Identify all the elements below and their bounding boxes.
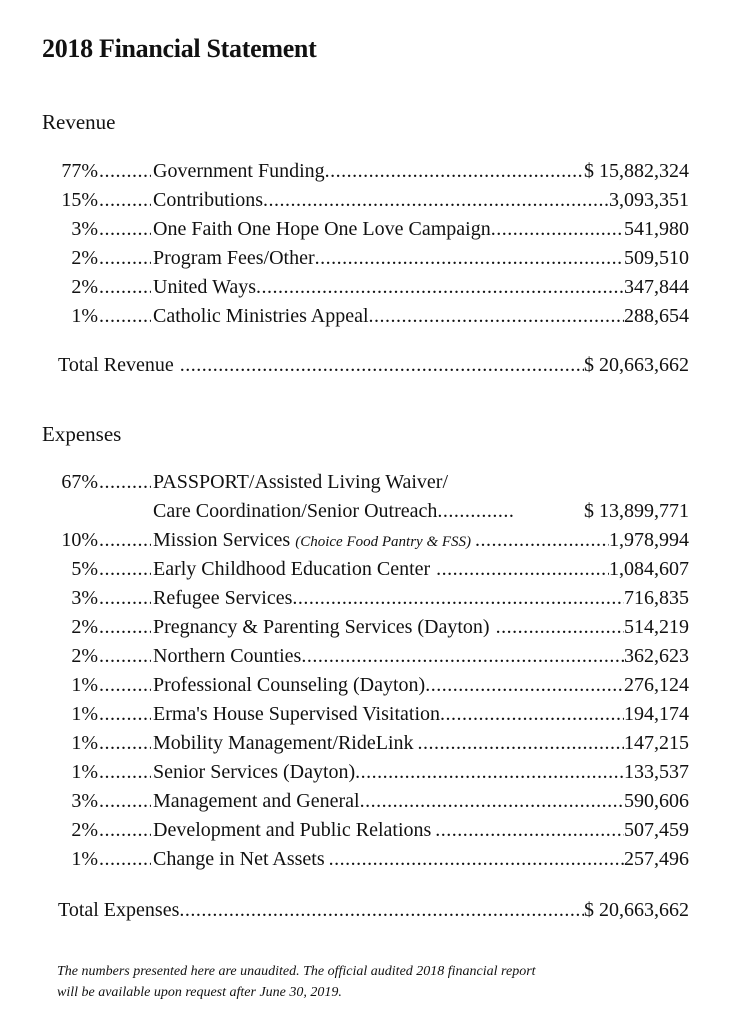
line-label: Care Coordination/Senior Outreach	[153, 500, 438, 522]
expense-row	[0, 671, 736, 700]
revenue-row	[0, 244, 736, 273]
amount: 362,623	[624, 645, 689, 667]
line-label: Pregnancy & Parenting Services (Dayton)	[153, 616, 490, 638]
footnote-line: will be available upon request after June 30, 2019.	[57, 985, 342, 1000]
percent: 10%	[61, 529, 98, 551]
expense-row	[0, 816, 736, 845]
line-label: Change in Net Assets	[153, 848, 325, 870]
line-label: Early Childhood Education Center	[153, 558, 431, 580]
expenses-heading: Expenses	[42, 422, 122, 446]
amount: 514,219	[624, 616, 689, 638]
total-expenses-label: Total Expenses	[58, 899, 180, 921]
revenue-heading: Revenue	[42, 110, 116, 134]
line-label: Mission Services	[153, 529, 291, 551]
total-expenses-row	[0, 896, 736, 925]
percent: 2%	[71, 616, 98, 638]
line-label: Catholic Ministries Appeal	[153, 305, 369, 327]
line-label: Mobility Management/RideLink	[153, 732, 414, 754]
amount: 147,215	[624, 732, 689, 754]
amount: 716,835	[624, 587, 689, 609]
amount: 276,124	[624, 674, 689, 696]
percent: 3%	[71, 218, 98, 240]
percent: 67%	[61, 471, 98, 493]
amount: 3,093,351	[609, 189, 689, 211]
expense-row	[0, 787, 736, 816]
amount: $ 15,882,324	[584, 160, 689, 182]
amount: 1,084,607	[609, 558, 689, 580]
expense-row	[0, 526, 736, 555]
line-label: Program Fees/Other	[153, 247, 315, 269]
line-label: PASSPORT/Assisted Living Waiver/	[153, 471, 449, 493]
revenue-row	[0, 186, 736, 215]
amount: 288,654	[624, 305, 689, 327]
line-label: Development and Public Relations	[153, 819, 432, 841]
total-expenses-amount: $ 20,663,662	[584, 899, 689, 921]
expense-row	[0, 468, 736, 497]
percent: 3%	[71, 587, 98, 609]
percent: 2%	[71, 276, 98, 298]
line-label: Government Funding	[153, 160, 325, 182]
percent: 2%	[71, 819, 98, 841]
expense-row	[0, 700, 736, 729]
footnote	[57, 961, 697, 1003]
line-label: Northern Counties	[153, 645, 302, 667]
expense-row	[0, 613, 736, 642]
expense-row	[0, 845, 736, 874]
percent: 1%	[71, 305, 98, 327]
percent: 3%	[71, 790, 98, 812]
revenue-row	[0, 273, 736, 302]
amount: 541,980	[624, 218, 689, 240]
amount: 509,510	[624, 247, 689, 269]
expense-row	[0, 642, 736, 671]
amount: 590,606	[624, 790, 689, 812]
line-label: Senior Services (Dayton)	[153, 761, 356, 783]
amount: 1,978,994	[609, 529, 689, 551]
line-label: Refugee Services	[153, 587, 293, 609]
revenue-row	[0, 157, 736, 186]
total-revenue-amount: $ 20,663,662	[584, 354, 689, 376]
percent: 77%	[61, 160, 98, 182]
line-label: Erma's House Supervised Visitation	[153, 703, 441, 725]
revenue-row	[0, 302, 736, 331]
percent: 15%	[61, 189, 98, 211]
line-label: One Faith One Hope One Love Campaign	[153, 218, 491, 240]
percent: 1%	[71, 674, 98, 696]
percent: 1%	[71, 848, 98, 870]
revenue-row	[0, 215, 736, 244]
line-label: Contributions	[153, 189, 264, 211]
amount: 194,174	[624, 703, 689, 725]
expense-row	[0, 729, 736, 758]
percent: 2%	[71, 247, 98, 269]
percent: 1%	[71, 761, 98, 783]
amount: 347,844	[624, 276, 689, 298]
line-label: United Ways	[153, 276, 257, 298]
amount: 133,537	[624, 761, 689, 783]
footnote-line: The numbers presented here are unaudited. The official audited 2018 financial report	[57, 964, 536, 979]
percent: 1%	[71, 703, 98, 725]
total-revenue-row	[0, 351, 736, 380]
percent: 5%	[71, 558, 98, 580]
amount: 257,496	[624, 848, 689, 870]
expense-row	[0, 758, 736, 787]
page-title: 2018 Financial Statement	[42, 34, 317, 63]
amount: $ 13,899,771	[584, 500, 689, 522]
line-label: Management and General	[153, 790, 360, 812]
line-label: Professional Counseling (Dayton)	[153, 674, 426, 696]
percent: 1%	[71, 732, 98, 754]
expense-row	[0, 555, 736, 584]
expense-row-continued	[0, 497, 736, 526]
expense-row	[0, 584, 736, 613]
percent: 2%	[71, 645, 98, 667]
line-sublabel: (Choice Food Pantry & FSS)	[295, 534, 472, 550]
amount: 507,459	[624, 819, 689, 841]
total-revenue-label: Total Revenue	[58, 354, 174, 376]
